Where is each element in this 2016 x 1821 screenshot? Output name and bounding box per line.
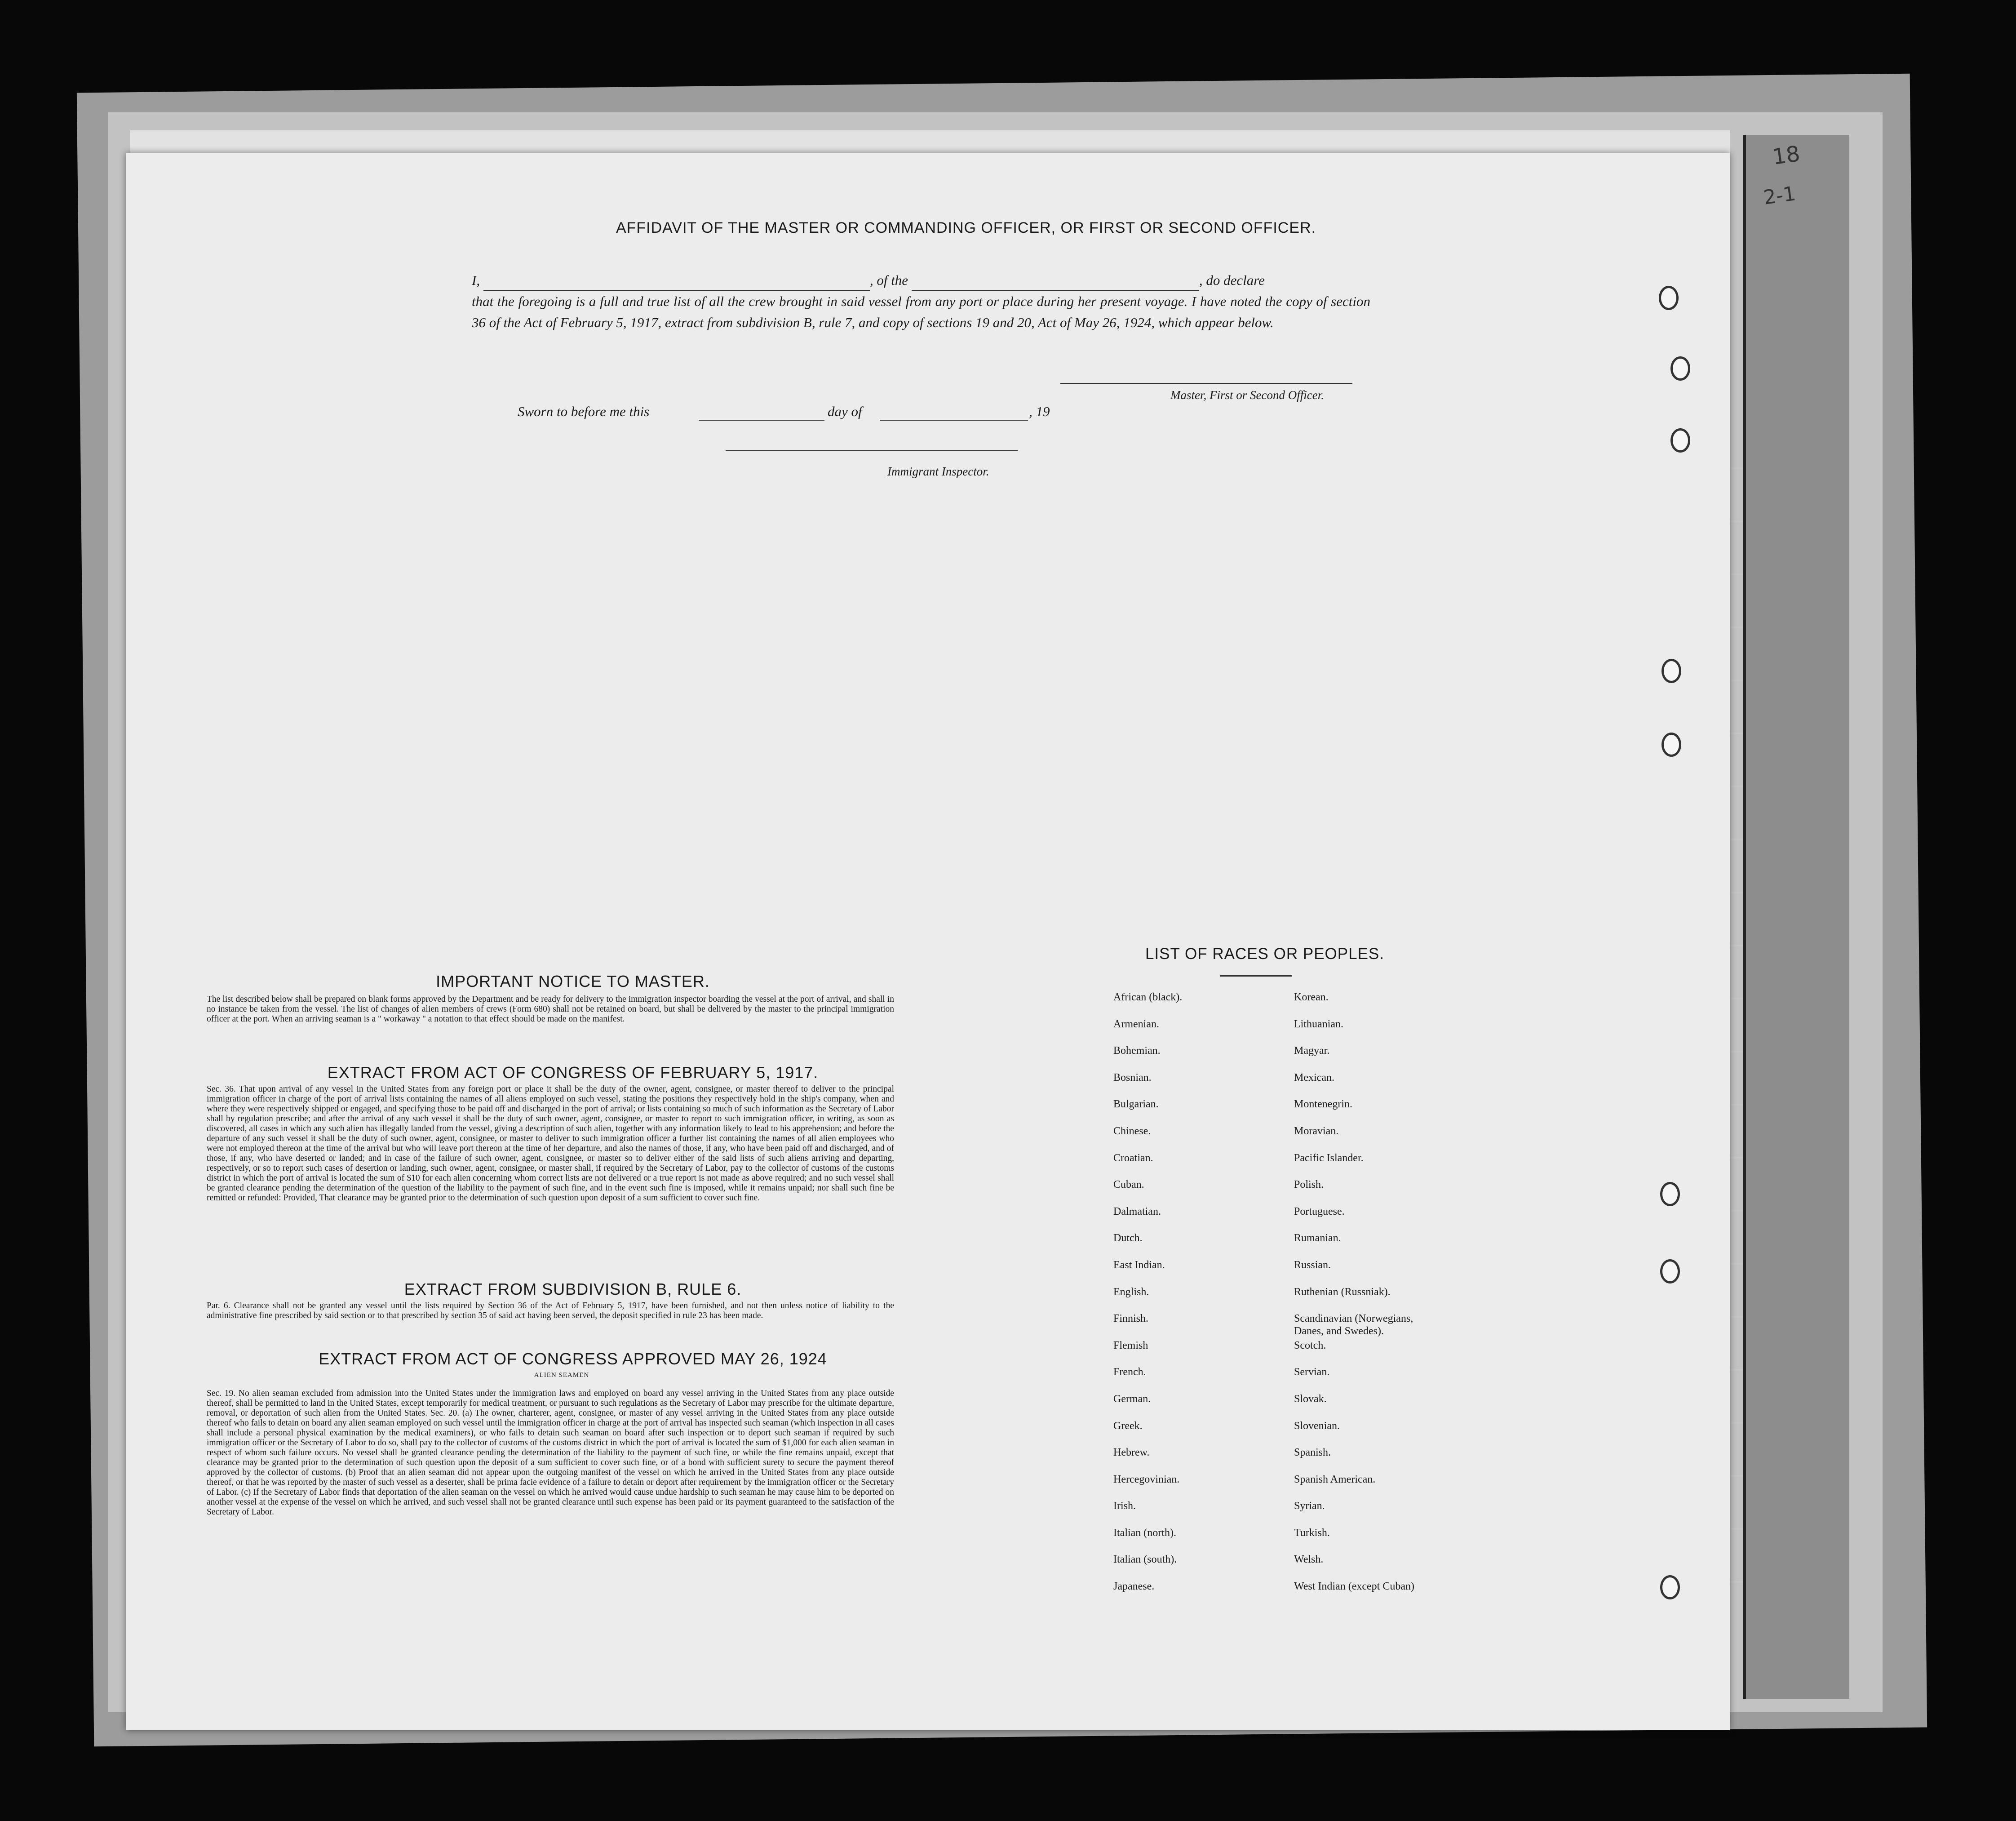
race-item: Portuguese. <box>1294 1205 1345 1217</box>
race-item: Slovenian. <box>1294 1420 1340 1432</box>
race-item: Dalmatian. <box>1113 1205 1161 1217</box>
race-item: Moravian. <box>1294 1125 1339 1137</box>
race-item: Finnish. <box>1113 1313 1149 1325</box>
race-item: Magyar. <box>1294 1045 1330 1057</box>
notice-body: The list described below shall be prepared on blank forms approved by the Department and be ready for delivery to the immigration inspector boarding the vessel at the port of arrival, and shall in no instance be taken from the vessel. The list of changes of alien members of crews (Form 680) shall not be retained on board, but shall be delivered by the master to the principal immigration officer at the port. When an arriving seaman is a " workaway " a notation to that effect should be made on the manifest. <box>207 995 894 1024</box>
race-item: Servian. <box>1294 1366 1330 1378</box>
races-title-rule <box>1220 975 1292 977</box>
master-signature-line[interactable] <box>1060 383 1352 384</box>
races-left-column <box>1113 991 1182 1607</box>
inspector-signature-line[interactable] <box>726 450 1018 451</box>
race-item: Polish. <box>1294 1179 1324 1191</box>
race-item: Italian (north). <box>1113 1527 1176 1539</box>
race-item: Pacific Islander. <box>1294 1152 1364 1164</box>
sworn-year-label: , 19 <box>1029 404 1050 419</box>
race-item: Rumanian. <box>1294 1232 1341 1244</box>
race-item: Dutch. <box>1113 1232 1143 1244</box>
race-item: Hebrew. <box>1113 1447 1150 1459</box>
punch-hole-6 <box>1660 1182 1680 1206</box>
race-item: Korean. <box>1294 991 1329 1003</box>
race-item: Spanish American. <box>1294 1473 1376 1485</box>
races-right-column <box>1294 991 1442 1607</box>
declarant-name-blank[interactable] <box>483 276 870 291</box>
sworn-prefix: Sworn to before me this <box>518 404 650 419</box>
punch-hole-7 <box>1660 1259 1680 1284</box>
extract-1924-body: Sec. 19. No alien seaman excluded from admission into the United States under the immigration laws and employed on board any vessel arriving in the United States from any place outside thereof, shall be permitted to land in the United States, except temporarily for medical treatment, or pursuant to such regulations as the Secretary of Labor may prescribe for the ultimate departure, removal, or deportation of such alien from the United States. Sec. 20. (a) The owner, charterer, agent, consignee, or master of any vessel arriving in the United States from any place outside thereof who fails to detain on board any alien seaman employed on such vessel until the immigration officer in charge at the port of arrival has inspected such seaman (which inspection in all cases shall include a personal physical examination by the medical examiners), or who fails to detain such seaman on board after such inspection or to deport such seaman if required by such immigration officer or the Secretary of Labor to do so, shall pay to the collector of customs of the customs district in which the port of arrival is located the sum of $1,000 for each alien seaman in respect of whom such failure occurs. No vessel shall be granted clearance pending the determination of the liability to the payment of such fine, or while the fine remains unpaid, except that clearance may be granted prior to the determination of such question upon the deposit of a sum sufficient to cover such fine, or of a bond with sufficient surety to secure the payment thereof approved by the collector of customs. (b) Proof that an alien seaman did not appear upon the outgoing manifest of the vessel on which he arrived in the United States from any place outside thereof, or that he was reported by the master of such vessel as a deserter, shall be prima facie evidence of a failure to detain or deport after requirement by the immigration officer or the Secretary of Labor. (c) If the Secretary of Labor finds that deportation of the alien seaman on the vessel on which he arrived would cause undue hardship to such seaman he may cause him to be deported on another vessel at the expense of the vessel on which he arrived, and such vessel shall not be granted clearance until such expense has been paid or its payment guaranteed to the satisfaction of the Secretary of Labor. <box>207 1389 894 1517</box>
race-item: Scotch. <box>1294 1339 1326 1351</box>
extract-rule6-title: EXTRACT FROM SUBDIVISION B, RULE 6. <box>404 1280 742 1298</box>
race-item: Scandinavian (Norwegians, Danes, and Swedes). <box>1294 1313 1413 1337</box>
race-item: Welsh. <box>1294 1554 1324 1566</box>
race-item: English. <box>1113 1286 1149 1298</box>
notice-title: IMPORTANT NOTICE TO MASTER. <box>436 972 710 990</box>
race-item: Spanish. <box>1294 1447 1331 1459</box>
race-item: Croatian. <box>1113 1152 1153 1164</box>
extract-rule6-body: Par. 6. Clearance shall not be granted any vessel until the lists required by Section 36 of the Act of February 5, 1917, have been furnished, and not then unless notice of liability to the administrative fine prescribed by said section or to that prescribed by section 35 of said act having been served, the deposit specified in rule 23 has been made. <box>207 1301 894 1320</box>
extract-1917-body: Sec. 36. That upon arrival of any vessel in the United States from any foreign port or place it shall be the duty of the owner, agent, consignee, or master thereof to deliver to the principal immigration officer in charge of the port of arrival lists containing the names of all aliens employed on such vessel, stating the positions they respectively hold in the ship's company, when and where they were respectively shipped or engaged, and specifying those to be paid off and discharged in the port of arrival; or lists containing so much of such information as the Secretary of Labor shall by regulation prescribe; and after the arrival of any such vessel it shall be the duty of such owner, agent, consignee, or master to report to such immigration officer, in writing, as soon as discovered, all cases in which any such alien has illegally landed from the vessel, giving a description of such alien, together with any information likely to lead to his apprehension; and before the departure of any such vessel it shall be the duty of such owner, agent, consignee, or master to deliver to such immigration officer a further list containing the names of all alien employees who were not employed thereon at the time of the arrival but who will leave port thereon at the time of her departure, and also the names of those, if any, who have been paid off and discharged, and of those, if any, who have deserted or landed; and in case of the failure of such owner, agent, consignee, or master so to deliver either of the said lists of such aliens arriving and departing, respectively, or so to report such cases of desertion or landing, such owner, agent, consignee, or master shall, if required by the Secretary of Labor, pay to the collector of customs of the customs district in which the port of arrival is located the sum of $10 for each alien concerning whom correct lists are not delivered or a true report is not made as above required; and no such vessel shall be granted clearance pending the determination of the question of the liability to the payment of such fine, and in the event such fine is imposed, while it remains unpaid; nor shall such fine be remitted or refunded: Provided, That clearance may be granted prior to the determination of such question upon deposit of a sum sufficient to cover such fine. <box>207 1084 894 1203</box>
race-item: Bulgarian. <box>1113 1098 1159 1110</box>
affidavit-title: AFFIDAVIT OF THE MASTER OR COMMANDING OFFICER, OR FIRST OR SECOND OFFICER. <box>616 219 1316 236</box>
inspector-signature-caption: Immigrant Inspector. <box>887 465 989 478</box>
punch-hole-3 <box>1670 428 1690 453</box>
race-item: West Indian (except Cuban) <box>1294 1581 1414 1593</box>
declarant-prefix: I, <box>472 272 480 288</box>
race-item: Irish. <box>1113 1500 1136 1512</box>
sworn-month-blank[interactable] <box>880 420 1028 421</box>
punch-hole-5 <box>1662 733 1681 757</box>
race-item: German. <box>1113 1393 1151 1405</box>
punch-hole-1 <box>1659 286 1679 310</box>
race-item: French. <box>1113 1366 1146 1378</box>
do-declare-label: , do declare <box>1199 272 1265 288</box>
affidavit-body-text: that the foregoing is a full and true list of all the crew brought in said vessel from any port or place during her present voyage. I have noted the copy of section 36 of the Act of February 5, 1917, extract from subdivision B, rule 7, and copy of sections 19 and 20, Act of May 26, 1924, which appear below. <box>472 293 1370 330</box>
races-list-title: LIST OF RACES OR PEOPLES. <box>1145 945 1384 963</box>
race-item: Bosnian. <box>1113 1071 1152 1084</box>
race-item: Montenegrin. <box>1294 1098 1352 1110</box>
master-signature-caption: Master, First or Second Officer. <box>1170 388 1324 402</box>
of-the-label: , of the <box>869 272 908 288</box>
race-item: African (black). <box>1113 991 1183 1003</box>
race-item: Armenian. <box>1113 1018 1159 1030</box>
punch-hole-8 <box>1660 1575 1680 1599</box>
race-item: Slovak. <box>1294 1393 1327 1405</box>
margin-mark-top: 18 <box>1771 141 1802 170</box>
sworn-day-of-label: day of <box>828 404 862 419</box>
race-item: Italian (south). <box>1113 1554 1177 1566</box>
document-stack-edge <box>1743 135 1849 1699</box>
sworn-day-blank[interactable] <box>699 420 824 421</box>
race-item: Cuban. <box>1113 1179 1144 1191</box>
margin-mark-second: 2-1 <box>1762 182 1798 209</box>
race-item: Japanese. <box>1113 1581 1155 1593</box>
race-item: Hercegovinian. <box>1113 1473 1180 1485</box>
race-item: Syrian. <box>1294 1500 1325 1512</box>
extract-1924-title: EXTRACT FROM ACT OF CONGRESS APPROVED MAY 26, 1924 <box>319 1350 827 1368</box>
race-item: Greek. <box>1113 1420 1143 1432</box>
race-item: Bohemian. <box>1113 1045 1161 1057</box>
race-item: East Indian. <box>1113 1259 1165 1271</box>
race-item: Chinese. <box>1113 1125 1151 1137</box>
race-item: Flemish <box>1113 1339 1148 1351</box>
affidavit-declaration-line <box>472 270 1370 291</box>
race-item: Russian. <box>1294 1259 1331 1271</box>
extract-1924-subtitle: ALIEN SEAMEN <box>534 1372 589 1379</box>
vessel-name-blank[interactable] <box>912 276 1199 291</box>
race-item: Ruthenian (Russniak). <box>1294 1286 1391 1298</box>
affidavit-statement <box>472 270 1370 333</box>
punch-hole-4 <box>1662 659 1681 683</box>
race-item: Lithuanian. <box>1294 1018 1343 1030</box>
race-item: Mexican. <box>1294 1071 1334 1084</box>
extract-1917-title: EXTRACT FROM ACT OF CONGRESS OF FEBRUARY 5, 1917. <box>327 1063 819 1082</box>
race-item: Turkish. <box>1294 1527 1330 1539</box>
punch-hole-2 <box>1670 356 1690 381</box>
